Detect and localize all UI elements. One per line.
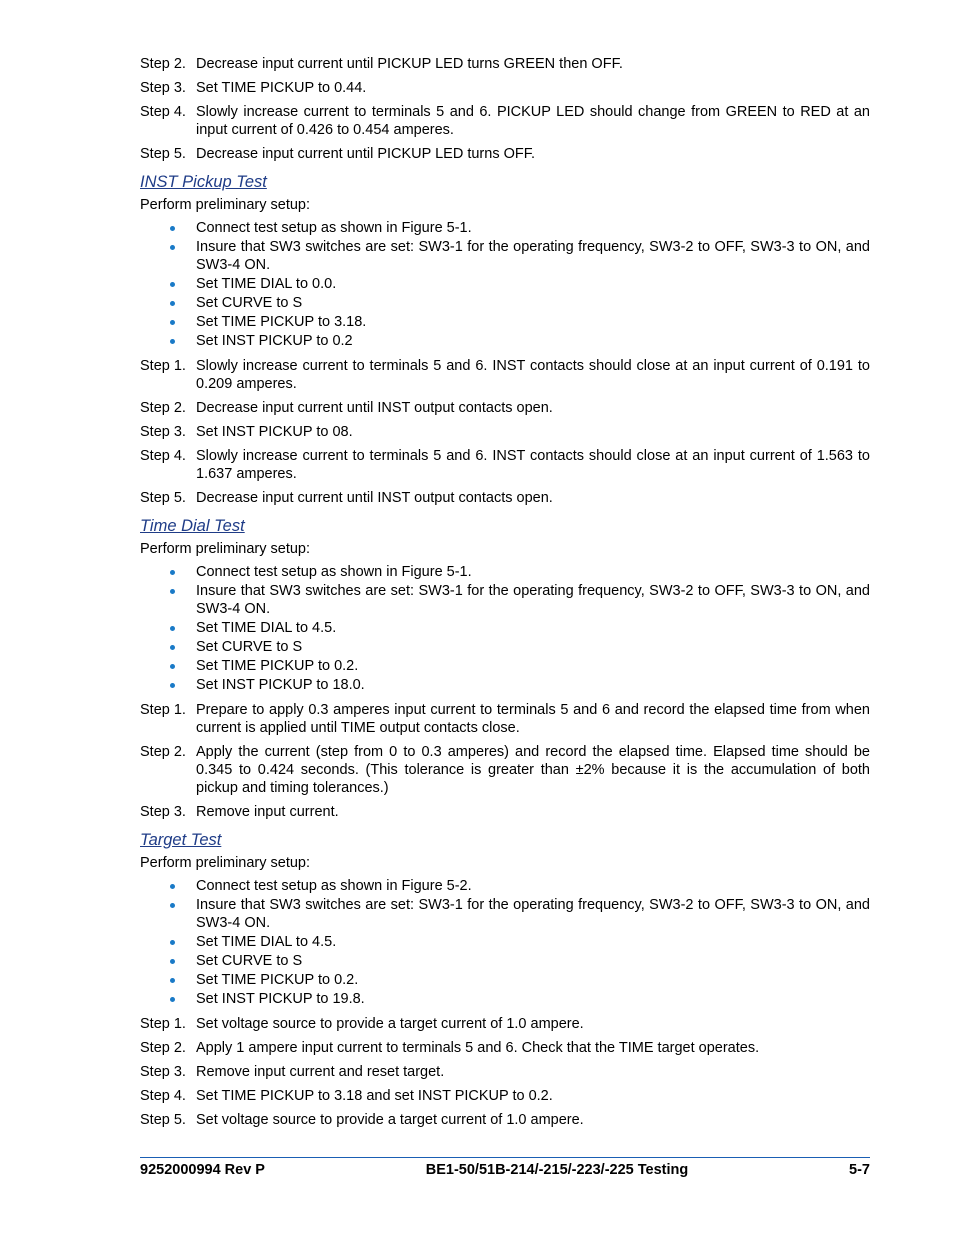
step-item: [140, 423, 870, 441]
section-intro: Perform preliminary setup:: [140, 197, 311, 213]
step-label: Step 3.: [140, 424, 186, 440]
bullet-text: Insure that SW3 switches are set: SW3-1 for the operating frequency, SW3-2 to OFF, SW3-3 to ON, and SW3-4 ON.: [196, 583, 870, 617]
footer-doc-number: 9252000994 Rev P: [140, 1162, 265, 1178]
section-inst-pickup-test: [140, 172, 870, 507]
bullet-text: Connect test setup as shown in Figure 5-1.: [196, 564, 472, 580]
bullet-item: [140, 582, 870, 618]
step-text: Set voltage source to provide a target current of 1.0 ampere.: [196, 1112, 584, 1128]
step-label: Step 4.: [140, 104, 186, 120]
step-text: Decrease input current until INST output contacts open.: [196, 490, 553, 506]
bullet-icon: [140, 971, 196, 989]
bullet-text: Set INST PICKUP to 19.8.: [196, 991, 365, 1007]
bullet-item: [140, 638, 870, 656]
step-text: Set TIME PICKUP to 0.44.: [196, 80, 367, 96]
step-item: [140, 399, 870, 417]
bullet-icon: [140, 582, 196, 618]
bullet-item: [140, 313, 870, 331]
step-item: [140, 1063, 870, 1081]
step-item: [140, 1111, 870, 1129]
bullet-text: Set TIME PICKUP to 0.2.: [196, 972, 359, 988]
bullet-item: [140, 219, 870, 237]
step-text: Decrease input current until PICKUP LED turns OFF.: [196, 146, 536, 162]
step-item: [140, 1087, 870, 1105]
bullet-icon: [140, 877, 196, 895]
bullet-item: [140, 952, 870, 970]
bullet-text: Insure that SW3 switches are set: SW3-1 for the operating frequency, SW3-2 to OFF, SW3-3 to ON, and SW3-4 ON.: [196, 897, 870, 931]
step-label: Step 2.: [140, 400, 186, 416]
step-item: [140, 357, 870, 393]
bullet-item: [140, 933, 870, 951]
step-text: Set TIME PICKUP to 3.18 and set INST PICKUP to 0.2.: [196, 1088, 553, 1104]
bullet-icon: [140, 563, 196, 581]
step-label: Step 4.: [140, 1088, 186, 1104]
step-item: [140, 701, 870, 737]
bullet-text: Set TIME PICKUP to 0.2.: [196, 658, 359, 674]
bullet-text: Set CURVE to S: [196, 639, 303, 655]
bullet-item: [140, 563, 870, 581]
bullet-text: Set CURVE to S: [196, 295, 303, 311]
bullet-icon: [140, 332, 196, 350]
bullet-item: [140, 332, 870, 350]
step-text: Remove input current.: [196, 804, 339, 820]
bullet-item: [140, 294, 870, 312]
step-text: Set voltage source to provide a target current of 1.0 ampere.: [196, 1016, 584, 1032]
step-item: [140, 79, 870, 97]
bullet-icon: [140, 676, 196, 694]
bullet-icon: [140, 238, 196, 274]
bullet-icon: [140, 638, 196, 656]
bullet-text: Set TIME PICKUP to 3.18.: [196, 314, 367, 330]
bullet-icon: [140, 657, 196, 675]
bullet-icon: [140, 275, 196, 293]
step-text: Decrease input current until PICKUP LED turns GREEN then OFF.: [196, 56, 623, 72]
section-heading: Target Test: [140, 831, 222, 849]
bullet-text: Connect test setup as shown in Figure 5-2.: [196, 878, 472, 894]
section-time-dial-test: [140, 516, 870, 821]
step-item: [140, 1039, 870, 1057]
section-intro: Perform preliminary setup:: [140, 541, 311, 557]
section-heading: Time Dial Test: [140, 517, 245, 535]
bullet-icon: [140, 952, 196, 970]
bullet-item: [140, 275, 870, 293]
page-footer: [140, 1157, 870, 1179]
section-target-test: [140, 830, 870, 1129]
section-heading: INST Pickup Test: [140, 173, 267, 191]
bullet-icon: [140, 990, 196, 1008]
step-item: [140, 447, 870, 483]
bullet-text: Set TIME DIAL to 0.0.: [196, 276, 337, 292]
step-label: Step 1.: [140, 702, 186, 718]
step-label: Step 3.: [140, 80, 186, 96]
bullet-list: [140, 877, 870, 1008]
step-text: Slowly increase current to terminals 5 and 6. PICKUP LED should change from GREEN to RED at an input current of 0.426 to 0.454 amperes.: [196, 104, 870, 138]
step-text: Apply 1 ampere input current to terminals 5 and 6. Check that the TIME target operates.: [196, 1040, 760, 1056]
bullet-text: Set TIME DIAL to 4.5.: [196, 934, 337, 950]
bullet-text: Set TIME DIAL to 4.5.: [196, 620, 337, 636]
step-text: Slowly increase current to terminals 5 and 6. INST contacts should close at an input current of 1.563 to 1.637 amperes.: [196, 448, 870, 482]
bullet-list: [140, 563, 870, 694]
step-text: Apply the current (step from 0 to 0.3 amperes) and record the elapsed time. Elapsed time should be 0.345 to 0.424 seconds. (This tolerance is greater than ±2% because it is the accumulation of both pickup and timing tolerances.): [196, 744, 870, 796]
footer-title: BE1-50/51B-214/-215/-223/-225 Testing: [425, 1162, 689, 1178]
step-label: Step 2.: [140, 744, 186, 760]
bullet-icon: [140, 294, 196, 312]
bullet-icon: [140, 933, 196, 951]
step-text: Slowly increase current to terminals 5 and 6. INST contacts should close at an input current of 0.191 to 0.209 amperes.: [196, 358, 870, 392]
bullet-item: [140, 877, 870, 895]
step-item: [140, 743, 870, 797]
bullet-item: [140, 657, 870, 675]
page-body: [140, 55, 870, 1135]
step-item: [140, 145, 870, 163]
step-label: Step 2.: [140, 1040, 186, 1056]
section-intro: Perform preliminary setup:: [140, 855, 311, 871]
step-label: Step 5.: [140, 490, 186, 506]
step-item: [140, 489, 870, 507]
step-text: Set INST PICKUP to 08.: [196, 424, 353, 440]
bullet-item: [140, 990, 870, 1008]
bullet-text: Set CURVE to S: [196, 953, 303, 969]
bullet-icon: [140, 219, 196, 237]
step-label: Step 5.: [140, 1112, 186, 1128]
step-label: Step 4.: [140, 448, 186, 464]
bullet-text: Connect test setup as shown in Figure 5-1.: [196, 220, 472, 236]
bullet-item: [140, 896, 870, 932]
step-label: Step 3.: [140, 1064, 186, 1080]
bullet-list: [140, 219, 870, 350]
footer-page-number: 5-7: [849, 1162, 870, 1178]
step-text: Decrease input current until INST output contacts open.: [196, 400, 553, 416]
step-text: Remove input current and reset target.: [196, 1064, 445, 1080]
step-label: Step 2.: [140, 56, 186, 72]
step-text: Prepare to apply 0.3 amperes input current to terminals 5 and 6 and record the elapsed time from when current is applied until TIME output contacts close.: [196, 702, 870, 736]
bullet-item: [140, 619, 870, 637]
bullet-icon: [140, 313, 196, 331]
step-label: Step 1.: [140, 1016, 186, 1032]
bullet-icon: [140, 896, 196, 932]
bullet-text: Insure that SW3 switches are set: SW3-1 for the operating frequency, SW3-2 to OFF, SW3-3 to ON, and SW3-4 ON.: [196, 239, 870, 273]
bullet-item: [140, 676, 870, 694]
step-item: [140, 803, 870, 821]
step-item: [140, 1015, 870, 1033]
bullet-item: [140, 238, 870, 274]
step-item: [140, 103, 870, 139]
step-label: Step 1.: [140, 358, 186, 374]
bullet-text: Set INST PICKUP to 0.2: [196, 333, 353, 349]
bullet-icon: [140, 619, 196, 637]
step-label: Step 3.: [140, 804, 186, 820]
step-item: [140, 55, 870, 73]
bullet-text: Set INST PICKUP to 18.0.: [196, 677, 365, 693]
top-steps: [140, 55, 870, 163]
bullet-item: [140, 971, 870, 989]
step-label: Step 5.: [140, 146, 186, 162]
